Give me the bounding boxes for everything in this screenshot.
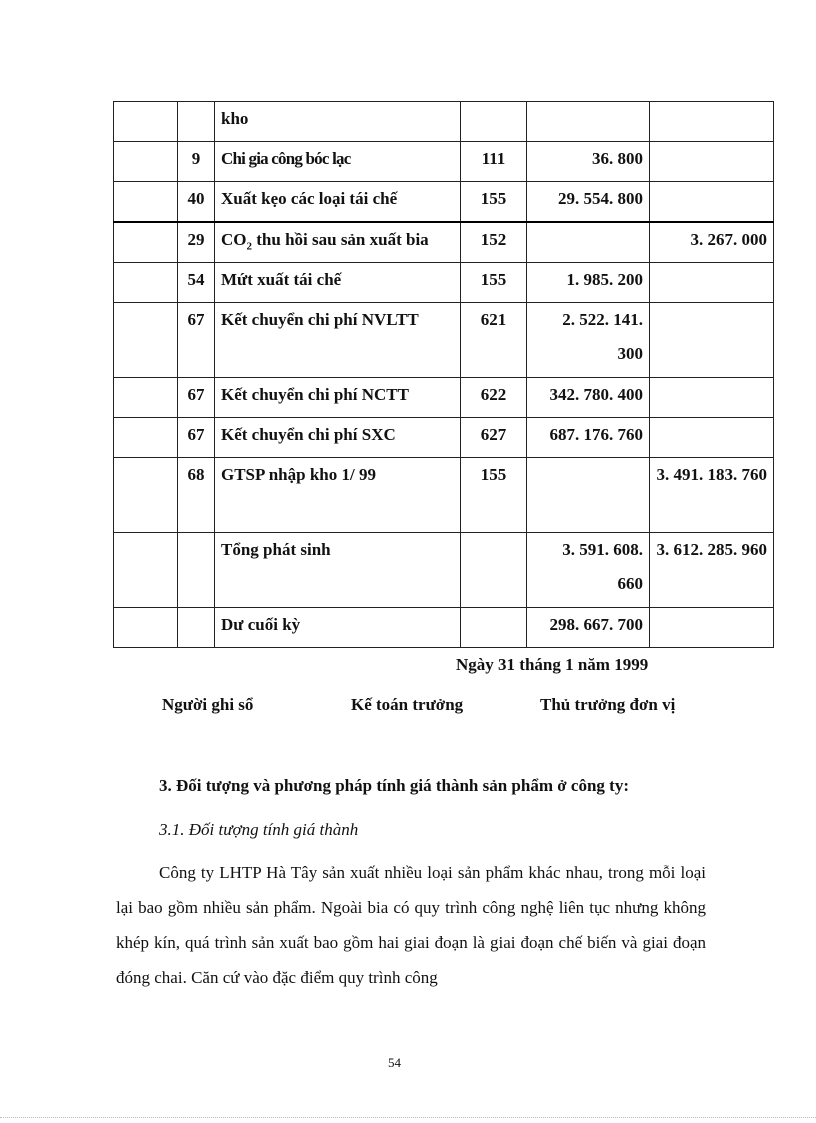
account-code: 627 [461,418,527,458]
entry-description: Kết chuyển chi phí NVLTT [215,303,461,378]
debit-amount: 687. 176. 760 [527,418,650,458]
debit-amount: 2. 522. 141. 300 [527,303,650,378]
entry-description: GTSP nhập kho 1/ 99 [215,458,461,533]
debit-amount [527,102,650,142]
body-paragraph [116,855,706,995]
table-row [114,142,774,182]
table-row [114,533,774,608]
debit-amount: 1. 985. 200 [527,263,650,303]
credit-amount: 3. 491. 183. 760 [650,458,774,533]
entry-description: Xuất kẹo các loại tái chế [215,182,461,223]
account-code: 621 [461,303,527,378]
debit-amount: 36. 800 [527,142,650,182]
credit-amount [650,378,774,418]
table-row [114,303,774,378]
entry-description: kho [215,102,461,142]
footer-divider [0,1117,816,1118]
blank-cell [114,182,178,223]
debit-amount: 29. 554. 800 [527,182,650,223]
account-code: 622 [461,378,527,418]
entry-number: 67 [178,418,215,458]
co2-suffix: thu hồi sau sản xuất bia [252,230,429,249]
date-line: Ngày 31 tháng 1 năm 1999 [456,655,649,674]
blank-cell [114,418,178,458]
table-row [114,182,774,223]
entry-number: 67 [178,303,215,378]
blank-cell [114,142,178,182]
blank-cell [114,458,178,533]
table-row [114,378,774,418]
entry-description: Mứt xuất tái chế [215,263,461,303]
co2-subscript: 2 [246,240,252,253]
entry-description: Tổng phát sinh [215,533,461,608]
paragraph-text: Công ty LHTP Hà Tây sản xuất nhiều loại sản phẩm khác nhau, trong mỗi loại lại bao gồm nhiều sản phẩm. Ngoài bia có quy trình công nghệ liên tục nhưng không khép kín, quá trình sản xuất bao gồm hai giai đoạn là giai đoạn chế biến và giai đoạn đóng chai. Căn cứ vào đặc điểm quy trình công [116,863,706,987]
entry-description: Kết chuyển chi phí SXC [215,418,461,458]
debit-amount: 298. 667. 700 [527,608,650,648]
account-code [461,608,527,648]
credit-amount [650,142,774,182]
credit-amount [650,418,774,458]
table-row [114,608,774,648]
account-code: 155 [461,458,527,533]
blank-cell [114,608,178,648]
account-code: 152 [461,222,527,263]
entry-number: 29 [178,222,215,263]
table-row [114,222,774,263]
blank-cell [114,102,178,142]
entry-number: 40 [178,182,215,223]
entry-number: 54 [178,263,215,303]
credit-amount [650,102,774,142]
debit-amount [527,222,650,263]
credit-amount: 3. 612. 285. 960 [650,533,774,608]
entry-description: Chi gia công bóc lạc [215,142,461,182]
subsection-heading: 3.1. Đối tượng tính giá thành [159,820,359,839]
debit-amount: 3. 591. 608. 660 [527,533,650,608]
account-code: 155 [461,182,527,223]
entry-number [178,102,215,142]
table-row [114,418,774,458]
entry-number: 67 [178,378,215,418]
table-row [114,263,774,303]
entry-description [215,222,461,263]
signature-chief-accountant: Kế toán trưởng [351,695,464,714]
credit-amount: 3. 267. 000 [650,222,774,263]
credit-amount [650,182,774,223]
entry-description: Dư cuối kỳ [215,608,461,648]
debit-amount: 342. 780. 400 [527,378,650,418]
page-number: 54 [388,1055,401,1070]
account-code: 155 [461,263,527,303]
entry-number: 9 [178,142,215,182]
entry-description: Kết chuyển chi phí NCTT [215,378,461,418]
entry-number [178,608,215,648]
signature-head-of-unit: Thủ trưởng đơn vị [540,695,676,714]
debit-amount [527,458,650,533]
entry-number: 68 [178,458,215,533]
section-heading: 3. Đối tượng và phương pháp tính giá thành sản phẩm ở công ty: [159,776,629,795]
table-row [114,102,774,142]
account-code: 111 [461,142,527,182]
ledger-table [113,101,774,648]
account-code [461,102,527,142]
credit-amount [650,303,774,378]
blank-cell [114,378,178,418]
credit-amount [650,263,774,303]
blank-cell [114,222,178,263]
table-row [114,458,774,533]
account-code [461,533,527,608]
blank-cell [114,303,178,378]
co2-prefix: CO [221,230,247,249]
entry-number [178,533,215,608]
blank-cell [114,263,178,303]
blank-cell [114,533,178,608]
signature-recorder: Người ghi sổ [162,695,254,714]
credit-amount [650,608,774,648]
